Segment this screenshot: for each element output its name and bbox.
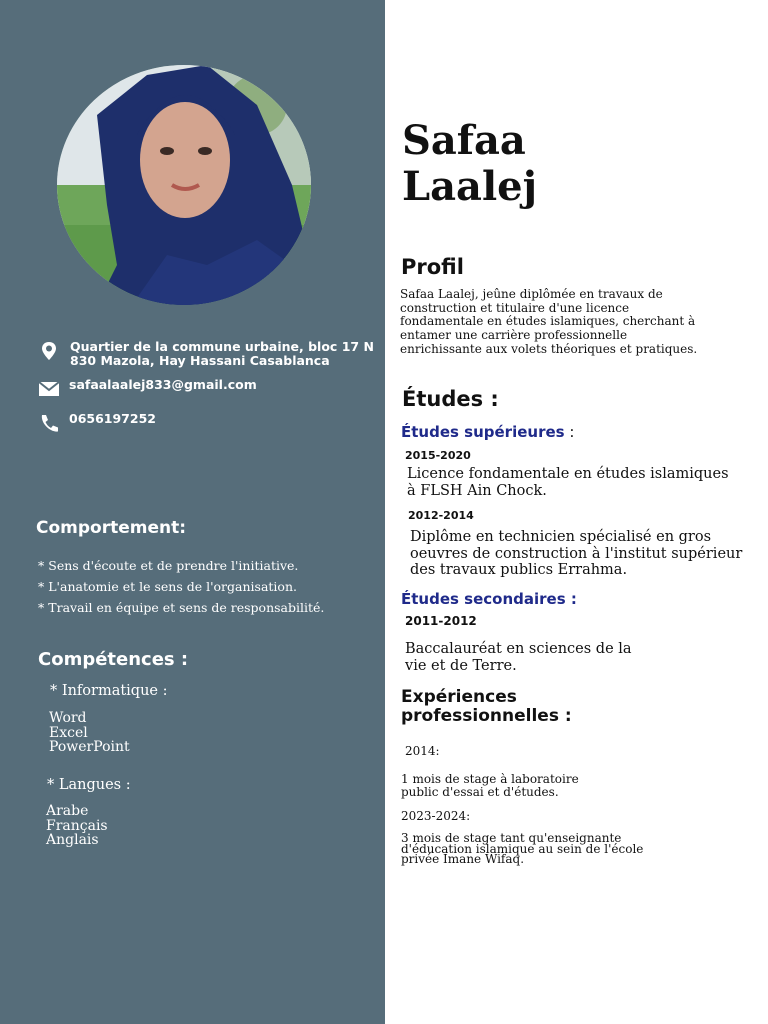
phone-icon bbox=[38, 412, 60, 434]
study-years: 2012-2014 bbox=[408, 509, 474, 522]
it-skills-list bbox=[49, 711, 130, 755]
email-text[interactable]: safaalaalej833@gmail.com bbox=[69, 377, 257, 392]
email-icon bbox=[38, 378, 60, 400]
higher-studies-heading: Études supérieures : bbox=[401, 423, 575, 441]
experience-heading: Expériences professionnelles : bbox=[401, 687, 572, 726]
first-name: Safaa bbox=[402, 117, 526, 164]
languages-list bbox=[46, 804, 108, 848]
skill-item: PowerPoint bbox=[49, 739, 130, 755]
behavior-item: * Sens d'écoute et de prendre l'initiative. bbox=[38, 558, 299, 573]
skills-heading: Compétences : bbox=[38, 649, 189, 670]
behavior-item: * L'anatomie et le sens de l'organisation. bbox=[38, 579, 297, 594]
experience-description: 1 mois de stage à laboratoire public d'essai et d'études. bbox=[401, 772, 579, 799]
languages-heading: * Langues : bbox=[47, 777, 131, 793]
candidate-name bbox=[402, 118, 537, 210]
last-name: Laalej bbox=[402, 163, 538, 210]
experience-description: 3 mois de stage tant qu'enseignante d'éducation islamique au sein de l'école privée Imane Wifaq. bbox=[401, 831, 644, 866]
study-years: 2015-2020 bbox=[405, 449, 471, 462]
profile-heading: Profil bbox=[401, 255, 464, 279]
contact-address bbox=[38, 340, 374, 368]
behavior-item: * Travail en équipe et sens de responsabilité. bbox=[38, 600, 325, 615]
contact-email bbox=[38, 378, 257, 400]
experience-year: 2023-2024: bbox=[401, 809, 471, 823]
phone-text[interactable]: 0656197252 bbox=[69, 411, 156, 426]
behavior-list bbox=[38, 555, 324, 618]
language-item: Anglais bbox=[46, 832, 99, 848]
language-item: Français bbox=[46, 817, 108, 834]
study-years: 2011-2012 bbox=[405, 614, 477, 628]
address-text: Quartier de la commune urbaine, bloc 17 N 830 Mazola, Hay Hassani Casablanca bbox=[70, 339, 374, 368]
study-description: Diplôme en technicien spécialisé en gros oeuvres de construction à l'institut supérieur des travaux publics Errahma. bbox=[410, 529, 743, 578]
skill-item: Excel bbox=[49, 724, 88, 741]
skill-item: Word bbox=[49, 710, 87, 726]
study-description: Licence fondamentale en études islamiques à FLSH Ain Chock. bbox=[407, 466, 729, 499]
profile-photo bbox=[57, 65, 311, 305]
experience-year: 2014: bbox=[405, 744, 440, 758]
behavior-heading: Comportement: bbox=[36, 518, 187, 538]
profile-photo-image bbox=[57, 65, 311, 305]
it-heading: * Informatique : bbox=[50, 683, 168, 699]
study-description: Baccalauréat en sciences de la vie et de Terre. bbox=[405, 641, 632, 674]
language-item: Arabe bbox=[46, 803, 89, 819]
contact-phone bbox=[38, 412, 156, 434]
studies-heading: Études : bbox=[402, 387, 499, 411]
secondary-studies-heading: Études secondaires : bbox=[401, 590, 577, 608]
profile-text: Safaa Laalej, jeûne diplômée en travaux de construction et titulaire d'une licence fondamentale en études islamiques, cherchant à entamer une carrière professionnelle enrichissante aux volets théoriques et pratiques. bbox=[400, 287, 698, 356]
location-pin-icon bbox=[38, 340, 60, 362]
